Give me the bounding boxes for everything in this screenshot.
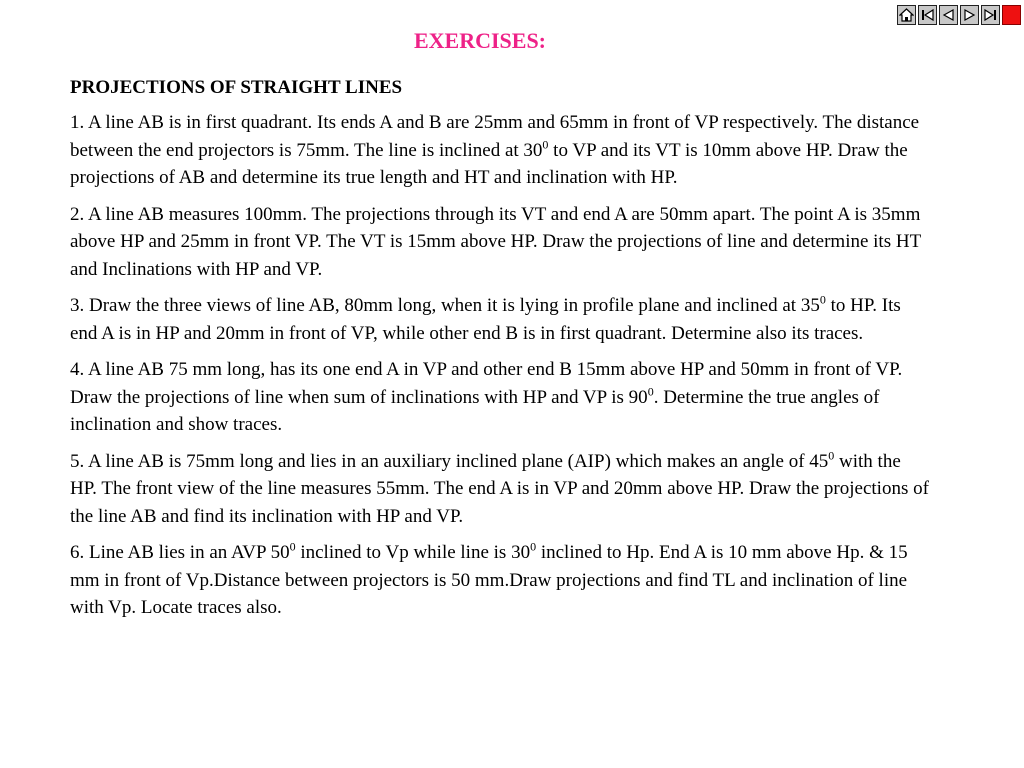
home-icon — [899, 8, 914, 22]
first-slide-icon — [920, 8, 935, 22]
home-button[interactable] — [897, 5, 916, 25]
previous-slide-icon — [941, 8, 956, 22]
exercise-5: 5. A line AB is 75mm long and lies in an auxiliary inclined plane (AIP) which makes an angle of $45^0$ with the HP. The front view of the line measures 55mm. The end A is in VP and 20mm above HP. Draw the projections of the line AB and find its inclination with HP and VP. — [70, 448, 929, 527]
page-title: EXERCISES: — [413, 28, 547, 53]
slide-navigation — [897, 5, 1021, 25]
previous-slide-button[interactable] — [939, 5, 958, 25]
next-slide-button[interactable] — [960, 5, 979, 25]
next-slide-icon — [962, 8, 977, 22]
last-slide-icon — [983, 8, 998, 22]
exercise-4: 4. A line AB 75 mm long, has its one end A in VP and other end B 15mm above HP and 50mm in front of VP. Draw the projections of line when sum of inclinations with HP and VP is $90^0$. Determine the true angles of inclination and show traces. — [70, 359, 903, 435]
exercise-1: 1. A line AB is in first quadrant. Its ends A and B are 25mm and 65mm in front of VP respectively. The distance between the end projectors is 75mm. The line is inclined at $30^0$ to VP and its VT is 10mm above HP. Draw the projections of AB and determine its true length and HT and inclination with HP. — [70, 112, 920, 188]
last-slide-button[interactable] — [981, 5, 1000, 25]
exercise-3: 3. Draw the three views of line AB, 80mm long, when it is lying in profile plane and inclined at $35^0$ to HP. Its end A is in HP and 20mm in front of VP, while other end B is in first quadrant. Determine also its traces. — [70, 292, 901, 344]
section-heading: PROJECTIONS OF STRAIGHT LINES — [70, 77, 403, 98]
exercise-content — [70, 76, 930, 631]
first-slide-button[interactable] — [918, 5, 937, 25]
end-show-button[interactable] — [1002, 5, 1021, 25]
exercise-2: 2. A line AB measures 100mm. The projections through its VT and end A are 50mm apart. The point A is 35mm above HP and 25mm in front VP. The VT is 15mm above HP. Draw the projections of line and determine its HT and Inclinations with HP and VP. — [70, 203, 921, 280]
exercise-6: 6. Line AB lies in an AVP $50^0$ inclined to Vp while line is $30^0$ inclined to Hp. End A is 10 mm above Hp. & 15 mm in front of Vp.Distance between projectors is 50 mm.Draw projections and find TL and inclination of line with Vp. Locate traces also. — [70, 539, 908, 618]
